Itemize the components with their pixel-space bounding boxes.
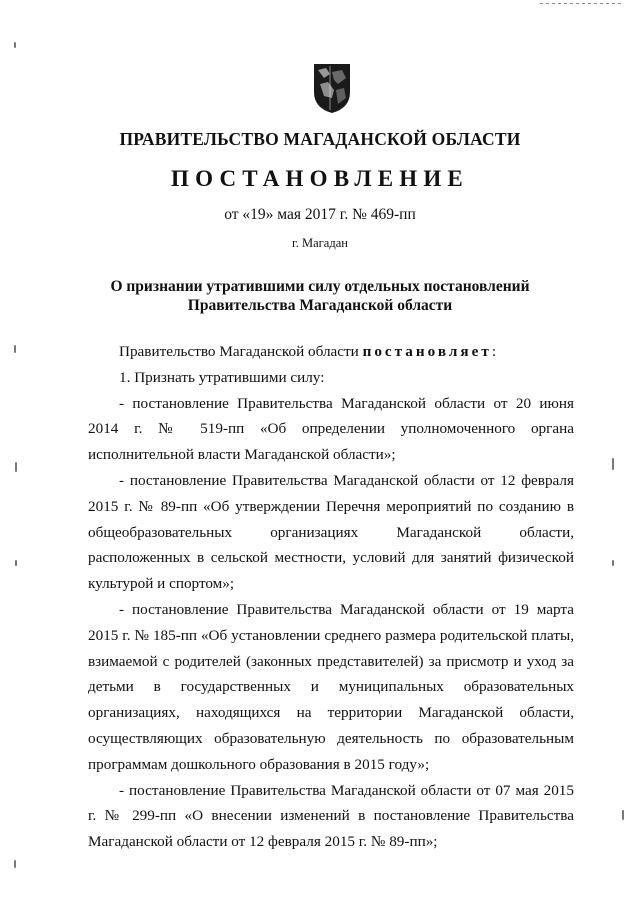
scan-speck	[622, 810, 624, 820]
resolution-entry: - постановление Правительства Магаданской области от 07 мая 2015 г. № 299-пп «О внесении изменений в постановление Правительства Магаданской области от 12 февраля 2015 г. № 89-пп»;	[88, 781, 574, 851]
scan-speck	[15, 462, 17, 472]
scan-speck	[14, 345, 16, 353]
document-date-number: от «19» мая 2017 г. № 469-пп	[224, 206, 416, 223]
resolution-entry: - постановление Правительства Магаданской области от 12 февраля 2015 г. № 89-пп «Об утверждении Перечня мероприятий по созданию в общеобразовательных организациях Магаданской области, расположенных в сельской местности, условий для занятий физической культурой и спортом»;	[88, 471, 574, 593]
document-type: ПОСТАНОВЛЕНИЕ	[171, 166, 469, 191]
scan-speck	[612, 560, 614, 566]
scan-speck	[14, 42, 16, 48]
item-paragraph: 1. Признать утратившими силу:	[119, 368, 325, 386]
document-body	[88, 339, 574, 855]
scan-speck	[612, 458, 614, 470]
document-title	[60, 277, 580, 315]
intro-paragraph	[88, 339, 574, 365]
coat-of-arms-icon	[312, 62, 352, 114]
resolution-entry: - постановление Правительства Магаданской области от 20 июня 2014 г. № 519-пп «Об определении уполномоченного органа исполнительной власти Магаданской области»;	[88, 394, 574, 464]
resolution-entry: - постановление Правительства Магаданской области от 19 марта 2015 г. № 185-пп «Об установлении среднего размера родительской платы, взимаемой с родителей (законных представителей) за присмотр и уход за детьми в государственных и муниципальных образовательных организациях, находящихся на территории Магаданской области, осуществляющих образовательную деятельность по образовательным программам дошкольного образования в 2015 году»;	[88, 600, 574, 773]
scan-speck	[14, 860, 16, 868]
scan-speck	[15, 560, 17, 566]
government-name: ПРАВИТЕЛЬСТВО МАГАДАНСКОЙ ОБЛАСТИ	[119, 129, 521, 149]
intro-suffix: :	[491, 343, 497, 360]
document-title-line: Правительства Магаданской области	[187, 297, 453, 314]
document-city: г. Магадан	[292, 236, 348, 250]
document-title-line: О признании утратившими силу отдельных постановлений	[110, 278, 530, 295]
intro-prefix: Правительство Магаданской области	[119, 343, 363, 360]
intro-keyword: постановляет	[362, 343, 492, 360]
scan-border-mark	[540, 3, 624, 4]
